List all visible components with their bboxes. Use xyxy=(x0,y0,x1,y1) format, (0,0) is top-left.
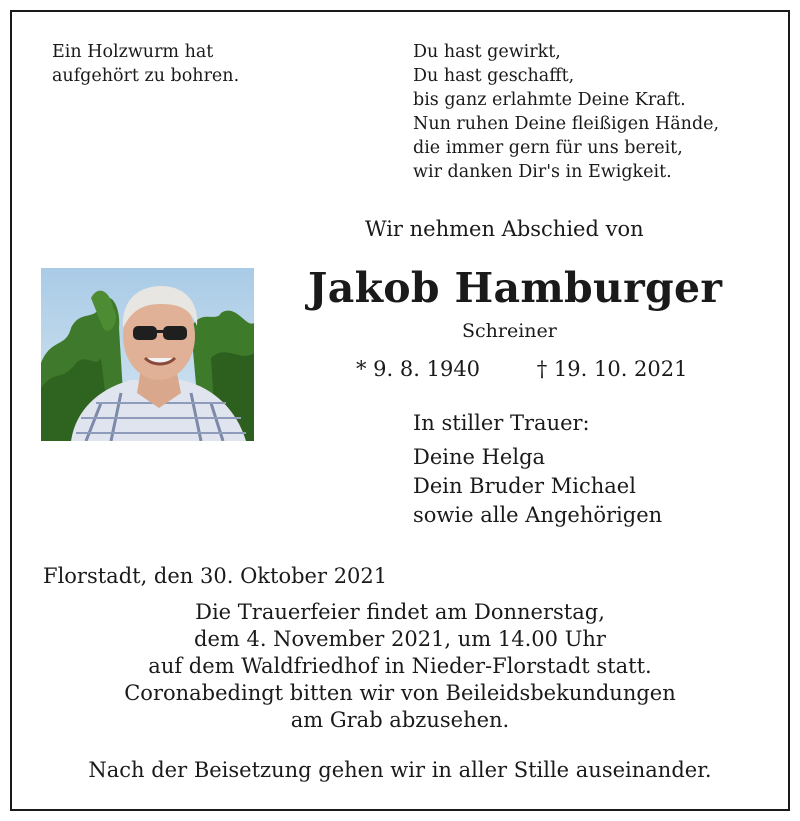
verse-right-line: Nun ruhen Deine fleißigen Hände, xyxy=(413,114,720,134)
deceased-profession: Schreiner xyxy=(462,320,557,342)
mourner-item: Dein Bruder Michael xyxy=(413,474,636,498)
verse-right-line: die immer gern für uns bereit, xyxy=(413,138,683,158)
portrait-photo-image xyxy=(41,268,254,441)
service-line: dem 4. November 2021, um 14.00 Uhr xyxy=(194,627,606,651)
death-date: † 19. 10. 2021 xyxy=(536,357,688,381)
place-and-date: Florstadt, den 30. Oktober 2021 xyxy=(43,564,388,588)
verse-right-line: bis ganz erlahmte Deine Kraft. xyxy=(413,90,686,110)
mourner-item: sowie alle Angehörigen xyxy=(413,503,663,527)
mourners-list xyxy=(413,443,662,530)
life-dates xyxy=(356,355,688,383)
verse-right xyxy=(413,40,719,184)
mourner-item: Deine Helga xyxy=(413,445,546,469)
verse-right-line: Du hast gewirkt, xyxy=(413,42,561,62)
deceased-name: Jakob Hamburger xyxy=(308,264,723,312)
verse-left xyxy=(52,40,239,88)
birth-date: * 9. 8. 1940 xyxy=(356,357,481,381)
service-line: Die Trauerfeier findet am Donnerstag, xyxy=(195,600,605,624)
closing-statement: Nach der Beisetzung gehen wir in aller Stille auseinander. xyxy=(88,758,712,782)
verse-left-line: Ein Holzwurm hat xyxy=(52,42,214,62)
verse-left-line: aufgehört zu bohren. xyxy=(52,66,240,86)
verse-right-line: wir danken Dir's in Ewigkeit. xyxy=(413,162,672,182)
portrait-photo xyxy=(41,268,254,441)
service-line: Coronabedingt bitten wir von Beileidsbekundungen xyxy=(124,681,676,705)
service-line: auf dem Waldfriedhof in Nieder-Florstadt statt. xyxy=(148,654,652,678)
service-line: am Grab abzusehen. xyxy=(290,708,510,732)
farewell-intro-text: Wir nehmen Abschied von xyxy=(365,217,644,241)
mourning-heading: In stiller Trauer: xyxy=(413,411,590,435)
verse-right-line: Du hast geschafft, xyxy=(413,66,575,86)
funeral-service-info xyxy=(0,599,800,734)
